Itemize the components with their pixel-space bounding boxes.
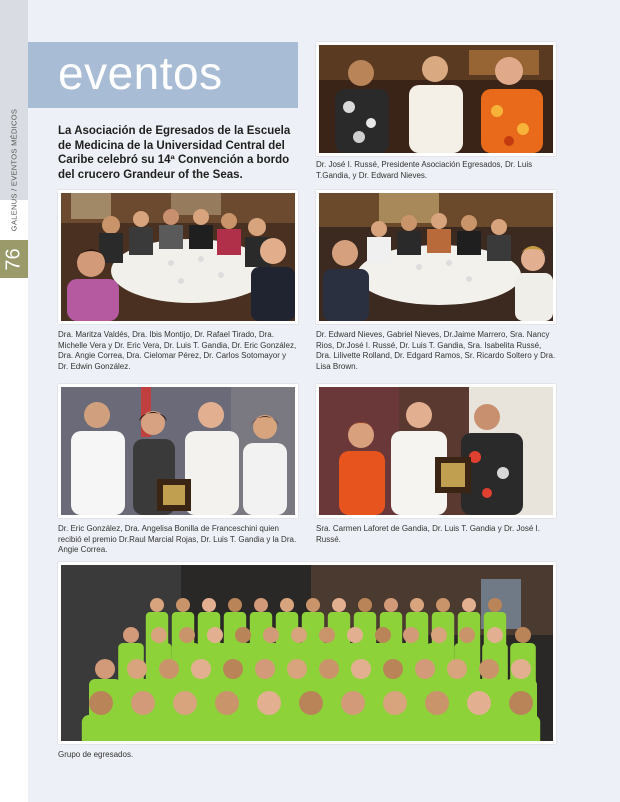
photo-award-group	[58, 384, 298, 518]
caption-trio: Dr. José I. Russé, Presidente Asociación Egresados, Dr. Luis T.Gandia, y Dr. Edward Nieves.	[316, 160, 533, 180]
page-number	[0, 240, 28, 278]
photo-dinner-right	[316, 190, 556, 324]
section-title: eventos	[58, 47, 223, 99]
section-title-band	[28, 42, 298, 108]
caption-award-group: Dr. Eric González, Dra. Angelisa Bonilla de Franceschini quien recibió el premio Dr.Raul Marcial Rojas, Dr. Luis T. Gandia y la Dra. Angie Correa.	[58, 524, 297, 554]
photo-trio	[316, 42, 556, 156]
sidebar	[0, 0, 28, 802]
intro-text: La Asociación de Egresados de la Escuela de Medicina de la Universidad Central del Caribe celebró su 14ª Convención a bordo del crucero Grandeur of the Seas.	[58, 125, 291, 181]
running-head: GALENUS / EVENTOS MÉDICOS	[9, 108, 19, 232]
caption-award-trio: Sra. Carmen Laforet de Gandia, Dr. Luis T. Gandia y Dr. José I. Russé.	[316, 524, 540, 544]
photo-dinner-left	[58, 190, 298, 324]
caption-group-alumni: Grupo de egresados.	[58, 750, 134, 759]
caption-dinner-right: Dr. Edward Nieves, Gabriel Nieves, Dr.Jaime Marrero, Sra. Nancy Rios, Dr.José I. Russé, Dr. Luis T. Gandia, Sra. Isabelita Russé, Dra. Lilivette Rolland, Dr. Edgard Ramos, Sr. Ricardo Soltero y Dra. Lisa Brown.	[316, 330, 556, 371]
caption-dinner-left: Dra. Maritza Valdés, Dra. Ibis Montijo, Dr. Rafael Tirado, Dra. Michelle Vera y Dr. Eric Vera, Dr. Luis T. Gandia, Dr. Eric González, Dra. Angie Correa, Dra. Cielomar Pérez, Dr. Carlos Sotomayor y Dr. Edwin González.	[58, 330, 297, 371]
page-number-text: 76	[2, 247, 25, 271]
photo-group-alumni	[58, 562, 556, 744]
photo-award-trio	[316, 384, 556, 518]
